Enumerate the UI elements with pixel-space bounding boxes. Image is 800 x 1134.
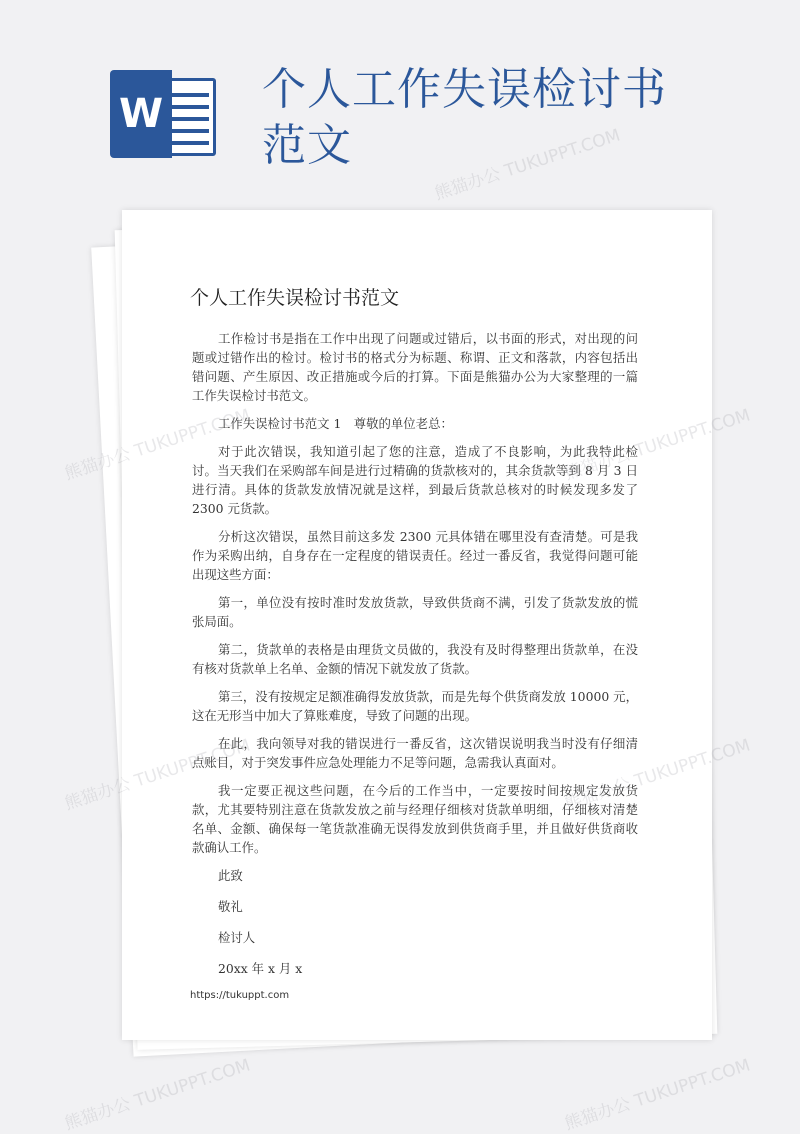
watermark: 熊猫办公 TUKUPPT.COM bbox=[62, 1055, 253, 1134]
watermark: 熊猫办公 TUKUPPT.COM bbox=[62, 735, 253, 815]
watermark: 熊猫办公 TUKUPPT.COM bbox=[562, 405, 753, 485]
closing-line: 敬礼 bbox=[218, 899, 243, 914]
watermark: 熊猫办公 TUKUPPT.COM bbox=[562, 1055, 753, 1134]
closing-line: 检讨人 bbox=[218, 930, 256, 945]
paragraph: 工作检讨书是指在工作中出现了问题或过错后，以书面的形式，对出现的问题或过错作出的检讨。检讨书的格式分为标题、称谓、正文和落款，内容包括出错问题、产生原因、改正措施或今后的打算。下面是熊猫办公为大家整理的一篇工作失误检讨书范文。 bbox=[192, 331, 638, 403]
watermark: 熊猫办公 TUKUPPT.COM bbox=[62, 405, 253, 485]
paragraph: 在此，我向领导对我的错误进行一番反省，这次错误说明我当时没有仔细清点账目，对于突发事件应急处理能力不足等问题，急需我认真面对。 bbox=[192, 736, 638, 770]
watermark: 熊猫办公 TUKUPPT.COM bbox=[432, 125, 623, 205]
closing-line: 20xx 年 x 月 x bbox=[218, 961, 303, 976]
paragraph: 工作失误检讨书范文 1 尊敬的单位老总： bbox=[218, 416, 453, 431]
header-title: 个人工作失误检讨书范文 bbox=[262, 64, 667, 171]
paragraph: 第一，单位没有按时准时发放货款，导致供货商不满，引发了货款发放的慌张局面。 bbox=[192, 595, 638, 629]
document-title: 个人工作失误检讨书范文 bbox=[190, 287, 400, 309]
word-icon bbox=[110, 70, 220, 158]
watermark: 熊猫办公 TUKUPPT.COM bbox=[562, 735, 753, 815]
paragraph: 对于此次错误，我知道引起了您的注意，造成了不良影响，为此我特此检讨。当天我们在采购部车间是进行过精确的货款核对的，其余货款等到 8 月 3 日进行清。具体的货款发放情况就是这样，到最后货款总核对的时候发现多发了 2300 元货款。 bbox=[192, 444, 638, 516]
document-body bbox=[192, 329, 638, 990]
word-badge: W bbox=[110, 70, 172, 158]
footer-url: https://tukuppt.com bbox=[190, 990, 290, 1001]
paragraph: 第二，货款单的表格是由理货文员做的，我没有及时得整理出货款单，在没有核对货款单上名单、金额的情况下就发放了货款。 bbox=[192, 642, 638, 676]
paragraph: 我一定要正视这些问题，在今后的工作当中，一定要按时间按规定发放货款，尤其要特别注意在货款发放之前与经理仔细核对货款单明细，仔细核对清楚名单、金额、确保每一笔货款准确无误得发放到供货商手里，并且做好供货商收款确认工作。 bbox=[192, 783, 638, 855]
paragraph: 第三，没有按规定足额准确得发放货款，而是先每个供货商发放 10000 元，这在无形当中加大了算账难度，导致了问题的出现。 bbox=[192, 689, 638, 723]
paragraph: 分析这次错误，虽然目前这多发 2300 元具体错在哪里没有查清楚。可是我作为采购出纳，自身存在一定程度的错误责任。经过一番反省，我觉得问题可能出现这些方面： bbox=[192, 529, 638, 582]
closing-line: 此致 bbox=[218, 868, 243, 883]
